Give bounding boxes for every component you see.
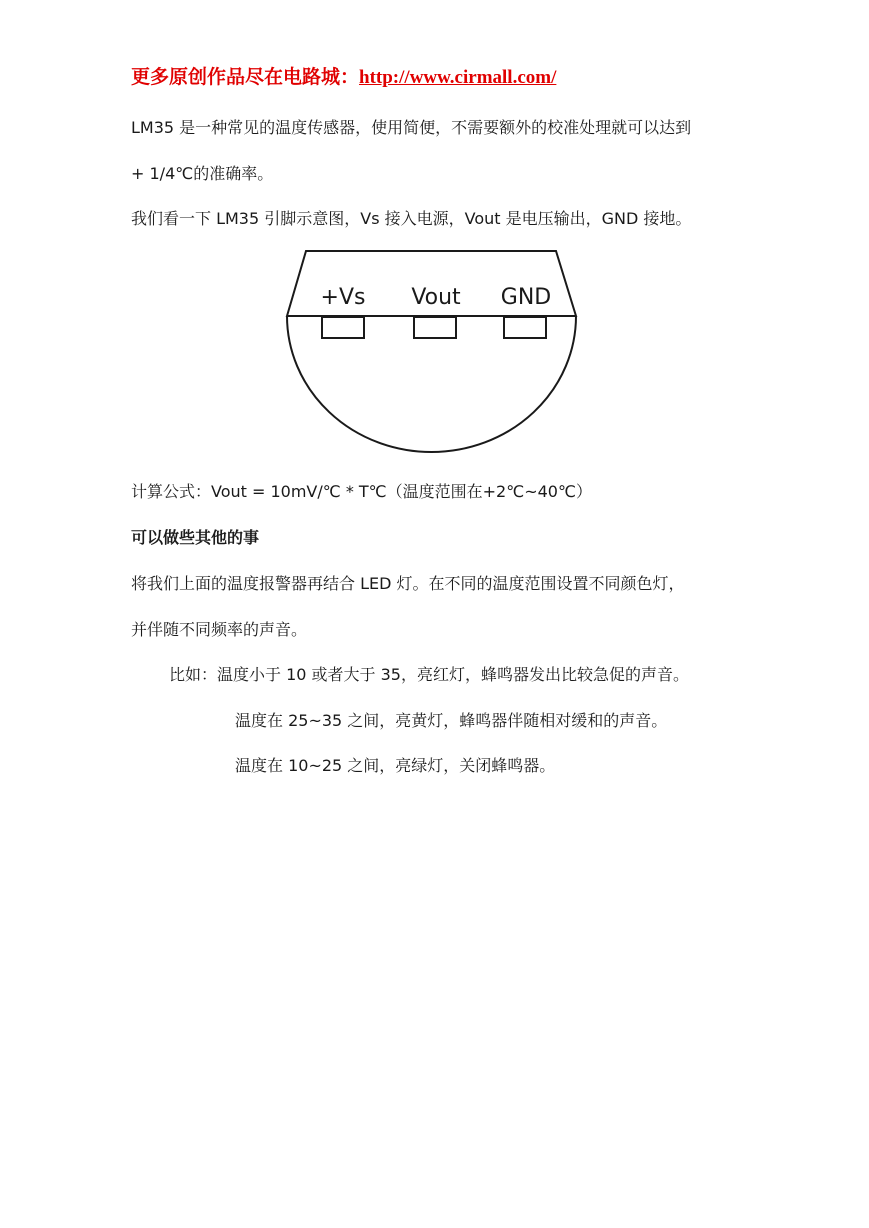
example-line-1: 比如：温度小于 10 或者大于 35，亮红灯，蜂鸣器发出比较急促的声音。: [169, 665, 689, 684]
example-line-3: 温度在 10~25 之间，亮绿灯，关闭蜂鸣器。: [235, 756, 556, 775]
paragraph-line-1: 将我们上面的温度报警器再结合 LED 灯。在不同的温度范围设置不同颜色灯，: [131, 574, 685, 593]
intro-line-1: LM35 是一种常见的温度传感器，使用简便，不需要额外的校准处理就可以达到: [131, 118, 692, 137]
pin-description: 我们看一下 LM35 引脚示意图，Vs 接入电源，Vout 是电压输出，GND 接地。: [131, 209, 692, 228]
pin-label-vs: +Vs: [320, 285, 366, 310]
pin-label-vout: Vout: [411, 285, 461, 310]
pin-pad-gnd: [504, 317, 546, 338]
lm35-pin-diagram: [280, 245, 585, 460]
cirmall-link[interactable]: http://www.cirmall.com/: [359, 67, 557, 88]
pin-label-gnd: GND: [500, 285, 552, 310]
pin-pad-vs: [322, 317, 364, 338]
header-prefix: 更多原创作品尽在电路城：: [131, 67, 360, 88]
intro-line-2: + 1/4℃的准确率。: [131, 164, 274, 183]
pin-pad-vout: [414, 317, 456, 338]
formula-line: 计算公式：Vout = 10mV/℃ * T℃（温度范围在+2℃~40℃）: [131, 482, 592, 501]
header-line: [131, 66, 556, 90]
paragraph-line-2: 并伴随不同频率的声音。: [131, 620, 308, 639]
package-round-bottom: [287, 316, 576, 452]
example-line-2: 温度在 25~35 之间，亮黄灯，蜂鸣器伴随相对缓和的声音。: [235, 711, 668, 730]
section-heading: 可以做些其他的事: [131, 528, 260, 547]
